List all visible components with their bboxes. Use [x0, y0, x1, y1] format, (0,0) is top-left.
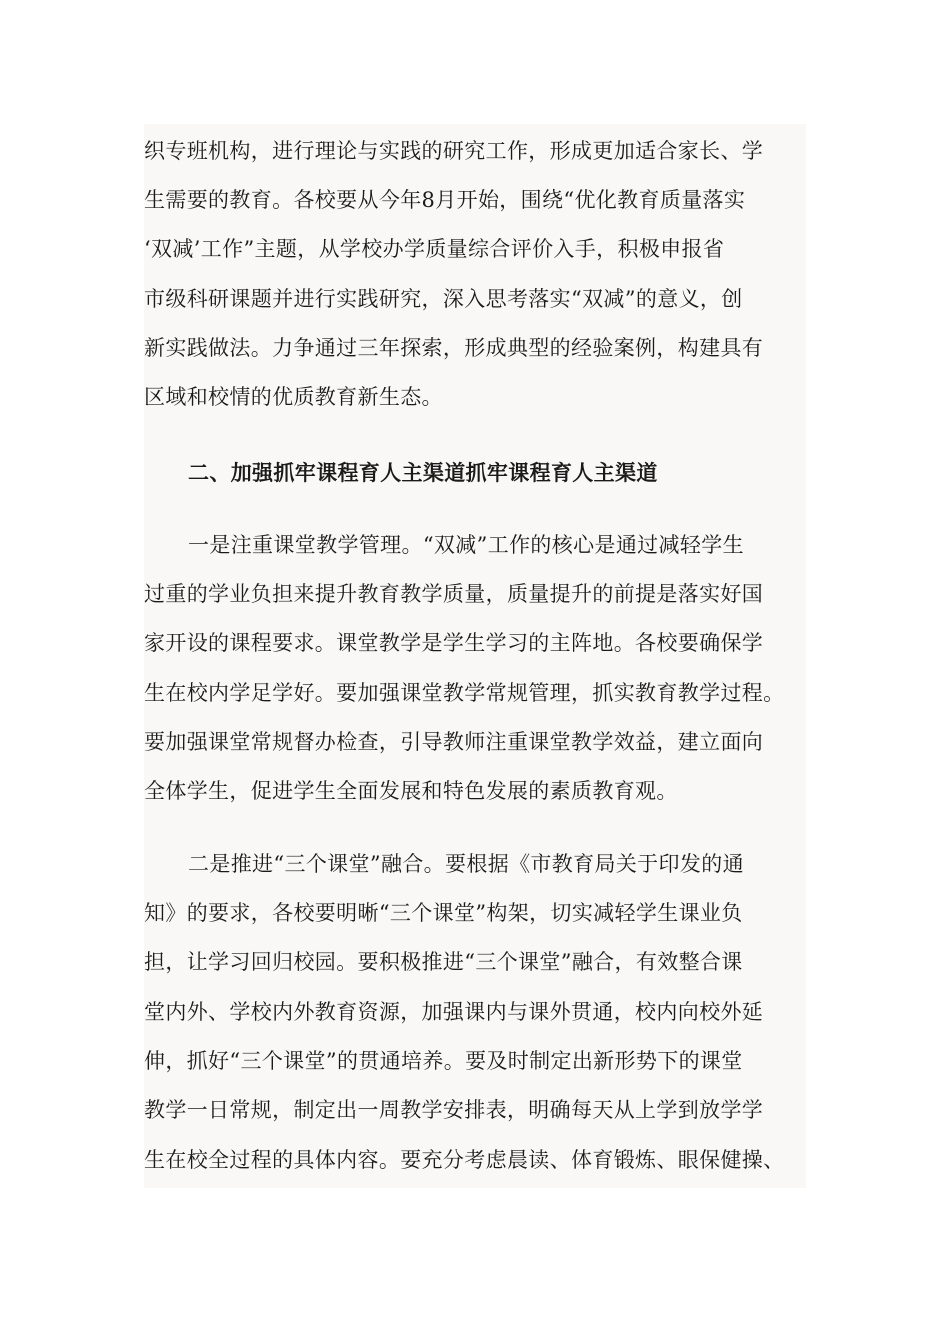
- paragraph-3-line-6: 教学一日常规，制定出一周教学安排表，明确每天从上学到放学学: [144, 1098, 764, 1122]
- paragraph-3-line-3: 担，让学习回归校园。要积极推进“三个课堂”融合，有效整合课: [144, 950, 743, 974]
- paragraph-3-line-4: 堂内外、学校内外教育资源，加强课内与课外贯通，校内向校外延: [144, 1000, 764, 1024]
- paragraph-3-line-1: 二是推进“三个课堂”融合。要根据《市教育局关于印发的通: [188, 852, 744, 876]
- paragraph-2-line-1: 一是注重课堂教学管理。“双减”工作的核心是通过减轻学生: [188, 533, 744, 557]
- paragraph-2-line-4: 生在校内学足学好。要加强课堂教学常规管理，抓实教育教学过程。: [144, 681, 785, 705]
- paragraph-1-line-5: 新实践做法。力争通过三年探索，形成典型的经验案例，构建具有: [144, 336, 764, 360]
- paragraph-2-line-5: 要加强课堂常规督办检查，引导教师注重课堂教学效益，建立面向: [144, 730, 764, 754]
- paragraph-3-line-5: 伸，抓好“三个课堂”的贯通培养。要及时制定出新形势下的课堂: [144, 1049, 743, 1073]
- paragraph-2-line-2: 过重的学业负担来提升教育教学质量，质量提升的前提是落实好国: [144, 582, 764, 606]
- paragraph-1-line-4: 市级科研课题并进行实践研究，深入思考落实“双减”的意义，创: [144, 287, 743, 311]
- paragraph-3-line-2: 知》的要求，各校要明晰“三个课堂”构架，切实减轻学生课业负: [144, 901, 743, 925]
- paragraph-1-line-3: ‘双减’工作”主题，从学校办学质量综合评价入手，积极申报省: [144, 237, 725, 261]
- section-heading: 二、加强抓牢课程育人主渠道抓牢课程育人主渠道: [188, 460, 658, 485]
- document-text-block: [144, 124, 806, 1188]
- paragraph-2-line-6: 全体学生，促进学生全面发展和特色发展的素质教育观。: [144, 779, 678, 803]
- paragraph-1-line-6: 区域和校情的优质教育新生态。: [144, 385, 443, 409]
- paragraph-1-line-2: 生需要的教育。各校要从今年8月开始，围绕“优化教育质量落实: [144, 188, 746, 212]
- paragraph-3-line-7: 生在校全过程的具体内容。要充分考虑晨读、体育锻炼、眼保健操、: [144, 1148, 785, 1172]
- paragraph-1-line-1: 织专班机构，进行理论与实践的研究工作，形成更加适合家长、学: [144, 139, 764, 163]
- paragraph-2-line-3: 家开设的课程要求。课堂教学是学生学习的主阵地。各校要确保学: [144, 631, 764, 655]
